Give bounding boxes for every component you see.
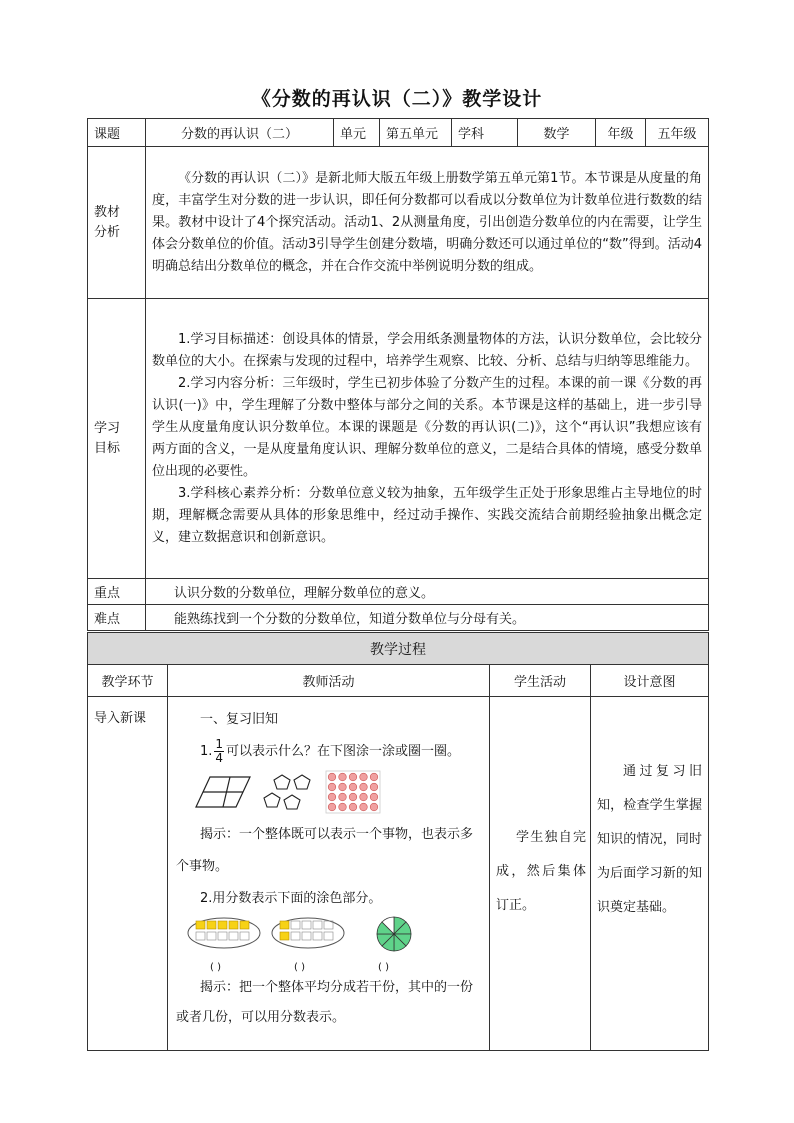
shaded-square <box>218 921 227 929</box>
q1-text: 可以表示什么？在下图涂一涂或圈一圈。 <box>226 744 461 759</box>
flower-mark <box>339 783 347 791</box>
flower-mark <box>360 773 368 781</box>
shaded-square <box>196 921 205 929</box>
info-table <box>87 118 709 631</box>
hint-1: 揭示：一个整体既可以表示一个事物，也表示多个事物。 <box>176 827 474 874</box>
unit-label: 单元 <box>334 119 380 147</box>
fraction-one-quarter <box>214 738 224 765</box>
figures-1-svg <box>176 769 486 819</box>
key-text: 认识分数的分数单位，理解分数单位的意义。 <box>146 579 709 605</box>
goals-label-line1: 学习 <box>94 420 121 436</box>
empty-square <box>218 932 227 940</box>
process-row-intro <box>88 697 709 1051</box>
shaded-square <box>280 932 289 940</box>
hint-2: 揭示：把一个整体平均分成若干份，其中的一份或者几份，可以用分数表示。 <box>176 980 474 1025</box>
analysis-label-line2: 分析 <box>94 224 121 240</box>
pentagons-figure <box>264 775 310 809</box>
goals-label-line2: 目标 <box>94 440 121 456</box>
flower-mark <box>339 803 347 811</box>
empty-square <box>229 932 238 940</box>
analysis-row <box>88 147 709 299</box>
key-row <box>88 579 709 605</box>
process-columns-row <box>88 665 709 697</box>
shaded-square <box>229 921 238 929</box>
analysis-paragraph: 《分数的再认识（二）》是新北师大版五年级上册数学第五单元第1节。本节课是从度量的角度，丰富学生对分数的进一步认识，即任何分数都可以看成以分数单位为计数单位进行数数的结果。教材中设计了4个探究活动。活动1、2从测量角度，引出创造分数单位的内在需要，让学生体会分数单位的价值。活动3引导学生创建分数墙，明确分数还可以通过单位的“数”得到。活动4明确总结出分数单位的概念，并在合作交流中举例说明分数的组成。 <box>152 170 703 274</box>
flower-mark <box>328 803 336 811</box>
goals-row <box>88 299 709 579</box>
empty-square <box>207 932 216 940</box>
flower-mark <box>349 793 357 801</box>
flower-mark <box>339 793 347 801</box>
flower-mark <box>370 773 378 781</box>
figures-2-svg <box>176 915 486 973</box>
page-title: 《分数的再认识（二）》教学设计 <box>251 88 543 110</box>
flower-mark <box>370 783 378 791</box>
empty-square <box>240 932 249 940</box>
process-table <box>87 632 709 1051</box>
flower-grid-figure <box>326 771 380 813</box>
key-label: 重点 <box>88 579 146 605</box>
shaded-square <box>240 921 249 929</box>
info-row <box>88 119 709 147</box>
goals-label <box>88 299 146 579</box>
shaded-square <box>280 921 289 929</box>
flower-mark <box>349 803 357 811</box>
goals-paragraph-2: 2.学习内容分析：三年级时，学生已初步体验了分数产生的过程。本课的前一课《分数的再认识(一)》中，学生理解了分数中整体与部分之间的关系。本节课是这样的基础上，进一步引导学生从度量角度认识分数单位。本课的课题是《分数的再认识(二)》，这个“再认识”我想应该有两方面的含义，一是从度量角度认识、理解分数单位的意义，二是结合具体的情境，感受分数单位出现的必要性。 <box>152 375 702 479</box>
subject-value: 数学 <box>518 119 596 147</box>
empty-square <box>313 932 322 940</box>
student-text: 学生独自完成，然后集体订正。 <box>496 830 586 913</box>
question-1 <box>176 735 481 769</box>
oval-yellow-figure <box>188 918 260 948</box>
subject-label: 学科 <box>452 119 518 147</box>
figures-row-1 <box>176 769 481 819</box>
pie-figure <box>377 917 411 951</box>
unit-value: 第五单元 <box>380 119 452 147</box>
empty-square <box>196 932 205 940</box>
flower-mark <box>360 793 368 801</box>
col-teacher: 教师活动 <box>168 665 490 697</box>
flower-mark <box>370 793 378 801</box>
flower-mark <box>328 793 336 801</box>
difficult-label: 难点 <box>88 605 146 631</box>
blank-3[interactable]: ( ) <box>378 962 389 973</box>
flower-mark <box>349 773 357 781</box>
intent-cell <box>591 697 709 1051</box>
process-heading: 教学过程 <box>88 633 709 665</box>
teacher-cell <box>168 697 490 1051</box>
question-2: 2.用分数表示下面的涂色部分。 <box>200 891 382 906</box>
col-student: 学生活动 <box>490 665 591 697</box>
flower-mark <box>328 783 336 791</box>
difficult-text: 能熟练找到一个分数的分数单位，知道分数单位与分母有关。 <box>146 605 709 631</box>
col-intent: 设计意图 <box>591 665 709 697</box>
goals-text <box>146 299 709 579</box>
topic-value: 分数的再认识（二） <box>146 119 334 147</box>
flower-mark <box>360 803 368 811</box>
goals-paragraph-3: 3.学科核心素养分析：分数单位意义较为抽象，五年级学生正处于形象思维占主导地位的时期，理解概念需要从具体的形象思维中，经过动手操作、实践交流结合前期经验抽象出概念定义，建立数据意识和创新意识。 <box>152 485 702 545</box>
stage-cell: 导入新课 <box>88 697 168 1051</box>
fraction-numerator: 1 <box>215 737 224 751</box>
empty-square <box>302 932 311 940</box>
difficult-row <box>88 605 709 631</box>
analysis-label-line1: 教材 <box>94 204 121 220</box>
empty-square <box>291 932 300 940</box>
flower-mark <box>360 783 368 791</box>
fraction-denominator: 4 <box>215 751 224 765</box>
blank-2[interactable]: ( ) <box>294 962 305 973</box>
empty-square <box>291 921 300 929</box>
parallelogram-figure <box>196 777 250 807</box>
grade-value: 五年级 <box>646 119 709 147</box>
topic-label: 课题 <box>88 119 146 147</box>
empty-square <box>313 921 322 929</box>
blank-1[interactable]: ( ) <box>210 962 221 973</box>
goals-paragraph-1: 1.学习目标描述：创设具体的情景，学会用纸条测量物体的方法，认识分数单位，会比较分数单位的大小。在探索与发现的过程中，培养学生观察、比较、分析、总结与归纳等思维能力。 <box>152 331 702 369</box>
flower-mark <box>370 803 378 811</box>
analysis-label <box>88 147 146 299</box>
empty-square <box>302 921 311 929</box>
flower-mark <box>328 773 336 781</box>
flower-mark <box>339 773 347 781</box>
flower-mark <box>349 783 357 791</box>
figures-row-2 <box>176 915 481 973</box>
col-stage: 教学环节 <box>88 665 168 697</box>
q1-number: 1. <box>200 744 213 759</box>
review-heading: 一、复习旧知 <box>200 712 279 727</box>
intent-text: 通过复习旧知，检查学生掌握知识的情况，同时为后面学习新的知识奠定基础。 <box>597 764 702 915</box>
analysis-text <box>146 147 709 299</box>
grade-label: 年级 <box>596 119 646 147</box>
empty-square <box>324 932 333 940</box>
shaded-square <box>207 921 216 929</box>
oval-partial-figure <box>272 918 344 948</box>
process-heading-row <box>88 633 709 665</box>
student-cell <box>490 697 591 1051</box>
